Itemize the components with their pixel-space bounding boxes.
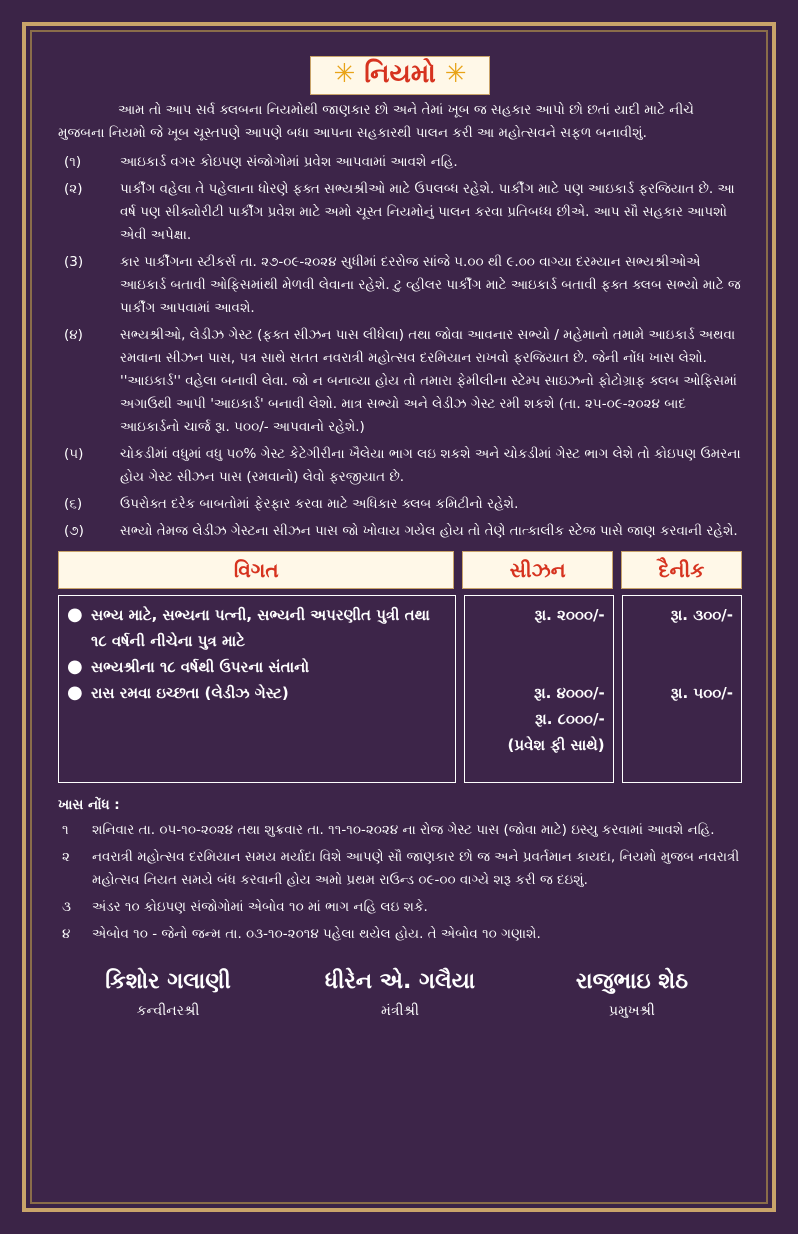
season-fee: રૂા. ૨૦૦૦/- <box>534 606 605 624</box>
note-number: ૩ <box>62 899 71 915</box>
fee-table-header <box>58 551 742 589</box>
title-text: નિયમો <box>364 59 436 89</box>
fee-detail-column <box>58 595 456 783</box>
rule-item <box>58 324 742 439</box>
star-icon-left: ✳ <box>333 59 356 89</box>
daily-fee: રૂા. ૩૦૦/- <box>670 606 733 624</box>
spacer <box>473 628 605 680</box>
rule-number: (3) <box>64 254 84 270</box>
bullet-icon: ● <box>67 682 83 703</box>
rule-number: (૭) <box>64 523 84 539</box>
rule-text: ઉપરોક્ત દરેક બાબતોમાં ફેરફાર કરવા માટે અધિકાર ક્લબ કમિટીનો રહેશે. <box>120 496 519 512</box>
intro-paragraph: આમ તો આપ સર્વ ક્લબના નિયમોથી જાણકાર છો અને તેમાં ખૂબ જ સહકાર આપો છો છતાં યાદી માટે નીચે મુજબના નિયમો જે ખૂબ ચૂસ્તપણે આપણે બધા આપના સહકારથી પાલન કરી આ મહોત્સવને સફળ બનાવીશું. <box>58 102 694 141</box>
rule-text: કાર પાર્કીંગના સ્ટીકર્સ તા. ૨૭-૦૯-૨૦૨૪ સુધીમાં દરરોજ સાંજે ૫.૦૦ થી ૯.૦૦ વાગ્યા દરમ્યાન સભ્યશ્રીઓએ આઇકાર્ડ બતાવી ઓફિસમાંથી મેળવી લેવાના રહેશે. ટુ વ્હીલર પાર્કીંગ માટે આઇકાર્ડ બતાવી ફક્ત ક્લબ સભ્યો માટે જ પાર્કીંગ આપવામાં આવશે. <box>120 254 741 316</box>
spacer <box>631 628 733 680</box>
notes-heading: ખાસ નોંધ : <box>58 797 120 813</box>
rule-text: પાર્કીંગ વહેલા તે પહેલાના ધોરણે ફક્ત સભ્યશ્રીઓ માટે ઉપલબ્ધ રહેશે. પાર્કીંગ માટે પણ આઇકાર્ડ ફરજિયાત છે. આ વર્ષ પણ સીક્યોરીટી પાર્કીંગ પ્રવેશ માટે અમો ચૂસ્ત નિયમોનું પાલન કરવા પ્રતિબધ્ધ છીએ. આપ સૌ સહકાર આપશો એવી અપેક્ષા. <box>120 181 735 243</box>
daily-fee: રૂા. ૫૦૦/- <box>670 684 733 702</box>
note-text: નવરાત્રી મહોત્સવ દરમિયાન સમય મર્યાદા વિશે આપણે સૌ જાણકાર છો જ અને પ્રવર્તમાન કાયદા, નિયમો મુજબ નવરાત્રી મહોત્સવ નિયત સમયે બંધ કરવાની હોય અમો પ્રથમ રાઉન્ડ ૦૯-૦૦ વાગ્યે શરૂ કરી જ દઇશું. <box>92 849 740 888</box>
signatory-role: પ્રમુખશ્રી <box>609 1003 655 1019</box>
fee-item-text: સભ્યશ્રીના ૧૮ વર્ષથી ઉપરના સંતાનો <box>91 658 310 676</box>
rule-item <box>58 178 742 247</box>
signatory-role: કન્વીનરશ્રી <box>136 1003 200 1019</box>
fee-item <box>67 680 447 706</box>
note-item <box>58 896 742 919</box>
rule-number: (૨) <box>64 181 83 197</box>
note-text: અંડર ૧૦ કોઇપણ સંજોગોમાં એબોવ ૧૦ માં ભાગ નહિ લઇ શકે. <box>92 899 428 915</box>
rules-list <box>58 151 742 543</box>
note-item <box>58 846 742 892</box>
header-daily: દૈનીક <box>621 551 742 589</box>
rule-item <box>58 151 742 174</box>
note-text: એબોવ ૧૦ - જેનો જન્મ તા. ૦૩-૧૦-૨૦૧૪ પહેલા થયેલ હોય. તે એબોવ ૧૦ ગણાશે. <box>92 926 541 942</box>
signatory-name: રાજુભાઇ શેઠ <box>575 969 689 994</box>
signature-block <box>58 966 278 1024</box>
rule-item <box>58 443 742 489</box>
header-season: સીઝન <box>462 551 612 589</box>
fee-item-text: સભ્ય માટે, સભ્યના પત્ની, સભ્યની અપરણીત પુત્રી તથા ૧૮ વર્ષની નીચેના પુત્ર માટે <box>91 606 430 650</box>
signature-block <box>522 966 742 1024</box>
page-title <box>310 56 489 95</box>
note-text: શનિવાર તા. ૦૫-૧૦-૨૦૨૪ તથા શુક્રવાર તા. ૧૧-૧૦-૨૦૨૪ ના રોજ ગેસ્ટ પાસ (જોવા માટે) ઇસ્યુ કરવામાં આવશે નહિ. <box>92 822 715 838</box>
star-icon-right: ✳ <box>444 59 467 89</box>
rule-text: સભ્યો તેમજ લેડીઝ ગેસ્ટના સીઝન પાસ જો ખોવાય ગયેલ હોય તો તેણે તાત્કાલીક સ્ટેજ પાસે જાણ કરવાની રહેશે. <box>120 523 738 539</box>
fee-item <box>67 602 447 654</box>
fee-daily-column <box>622 595 742 783</box>
fee-table-body <box>58 595 742 783</box>
fee-item <box>67 654 447 680</box>
header-detail: વિગત <box>58 551 454 589</box>
fee-item-text: રાસ રમવા ઇચ્છતા (લેડીઝ ગેસ્ટ) <box>91 684 289 702</box>
signature-block <box>290 966 510 1024</box>
notes-list <box>58 819 742 946</box>
rule-number: (૬) <box>64 496 83 512</box>
note-item <box>58 819 742 842</box>
note-number: ૨ <box>62 849 70 865</box>
note-number: ૧ <box>62 822 69 838</box>
bullet-icon: ● <box>67 604 83 625</box>
rule-item <box>58 251 742 320</box>
note-number: ૪ <box>62 926 71 942</box>
rule-text: ચોકડીમાં વધુમાં વધુ ૫૦% ગેસ્ટ કેટેગીરીના ખૈલેયા ભાગ લઇ શકશે અને ચોકડીમાં ગેસ્ટ ભાગ લેશે તો કોઇપણ ઉમરના હોય ગેસ્ટ સીઝન પાસ (રમવાનો) લેવો ફરજીયાત છે. <box>120 446 741 485</box>
signatory-name: કિશોર ગલાણી <box>105 969 231 994</box>
bullet-icon: ● <box>67 656 83 677</box>
season-fee-note: (પ્રવેશ ફી સાથે) <box>507 736 605 754</box>
note-item <box>58 923 742 946</box>
title-wrap <box>58 56 742 95</box>
rule-text: આઇકાર્ડ વગર કોઇપણ સંજોગોમાં પ્રવેશ આપવામાં આવશે નહિ. <box>120 154 458 170</box>
fee-season-column <box>464 595 614 783</box>
rule-item <box>58 493 742 516</box>
notice-content <box>58 56 742 1024</box>
signatures <box>58 966 742 1024</box>
rule-number: (૫) <box>64 446 84 462</box>
signatory-role: મંત્રીશ્રી <box>381 1003 419 1019</box>
season-fee: રૂા. ૪૦૦૦/- <box>534 684 605 702</box>
season-fee: રૂા. ૮૦૦૦/- <box>535 710 605 728</box>
rule-number: (૪) <box>64 327 83 343</box>
rule-text: સભ્યશ્રીઓ, લેડીઝ ગેસ્ટ (ફક્ત સીઝન પાસ લીધેલા) તથા જોવા આવનાર સભ્યો / મહેમાનો તમામે આઇકાર્ડ અથવા રમવાના સીઝન પાસ, પત્ર સાથે સતત નવરાત્રી મહોત્સવ દરમિયાન રાખવો ફરજિયાત છે. જેની નોંધ ખાસ લેશો. ''આઇકાર્ડ'' વહેલા બનાવી લેવા. જો ન બનાવ્યા હોય તો તમારા ફેમીલીના સ્ટેમ્પ સાઇઝનો ફોટોગ્રાફ ક્લબ ઓફિસમાં અગાઉથી આપી 'આઇકાર્ડ' બનાવી લેશો. માત્ર સભ્યો અને લેડીઝ ગેસ્ટ રમી શકશે (તા. ૨૫-૦૯-૨૦૨૪ બાદ આઇકાર્ડનો ચાર્જ રૂા. ૫૦૦/- આપવાનો રહેશે.) <box>120 327 737 435</box>
rule-number: (૧) <box>64 154 82 170</box>
signatory-name: ધીરેન એ. ગલૈયા <box>324 969 476 994</box>
rule-item <box>58 520 742 543</box>
